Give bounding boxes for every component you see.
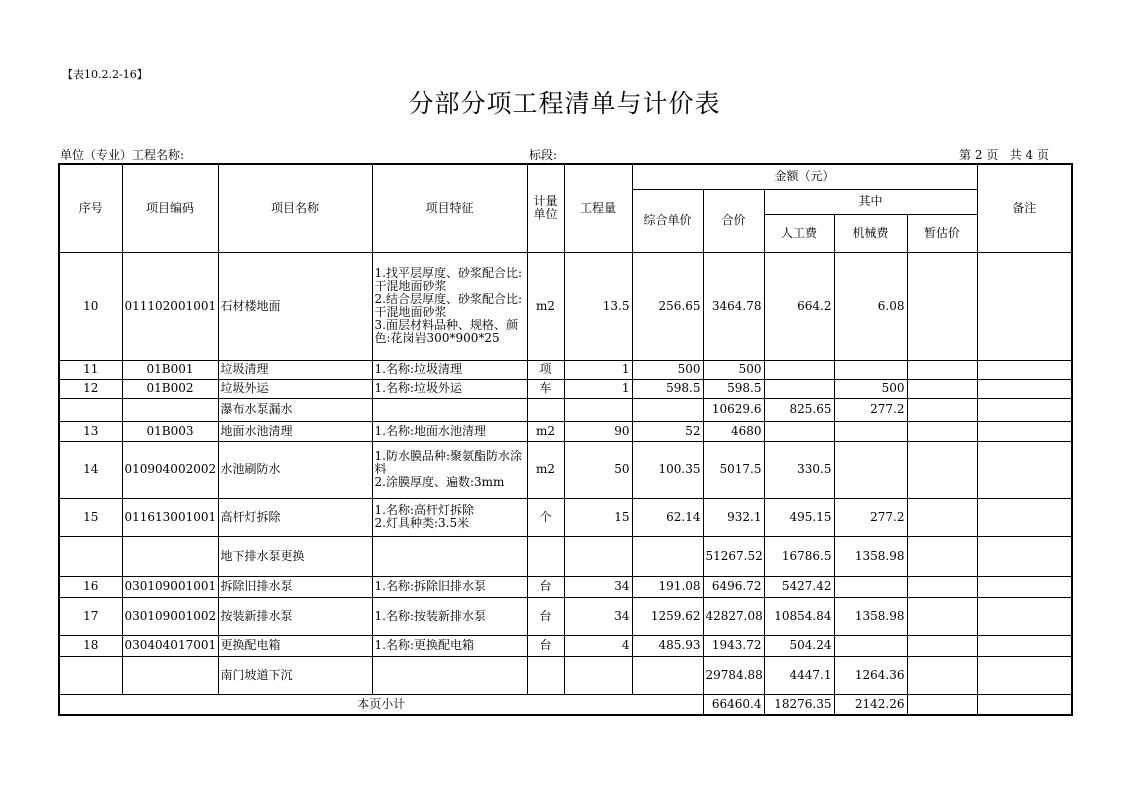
cell-unit: 台 [527,635,564,656]
cell-machine [834,360,907,379]
section-label: 标段: [529,148,558,162]
cell-qty: 13.5 [564,252,632,360]
subtotal-labor: 18276.35 [764,694,834,715]
cell-remark [977,379,1072,398]
cell-unit [527,536,564,576]
cell-unit-price [632,398,703,421]
cell-remark [977,635,1072,656]
cell-qty: 34 [564,576,632,597]
cell-estimate [907,379,977,398]
cell-unit [527,398,564,421]
cell-code: 030404017001 [122,635,218,656]
cell-unit-price: 52 [632,421,703,441]
cell-name: 地面水池清理 [218,421,372,441]
header-name: 项目名称 [218,164,372,252]
cell-qty [564,656,632,694]
cell-code: 01B002 [122,379,218,398]
table-row [59,635,1072,656]
cell-code: 01B001 [122,360,218,379]
cell-code [122,656,218,694]
cell-total: 4680 [703,421,764,441]
cell-name: 垃圾外运 [218,379,372,398]
cell-estimate [907,421,977,441]
cell-machine: 1358.98 [834,597,907,635]
cell-estimate [907,536,977,576]
cell-seq: 15 [59,498,122,536]
cell-seq [59,536,122,576]
cell-feature: 1.名称:垃圾外运 [372,379,527,398]
cell-estimate [907,576,977,597]
header-seq: 序号 [59,164,122,252]
cell-machine: 277.2 [834,398,907,421]
cell-name: 垃圾清理 [218,360,372,379]
cell-unit-price: 500 [632,360,703,379]
cell-seq: 12 [59,379,122,398]
cell-name: 水池刷防水 [218,441,372,498]
cell-code: 01B003 [122,421,218,441]
cell-qty: 34 [564,597,632,635]
cell-remark [977,498,1072,536]
cell-unit: 车 [527,379,564,398]
cell-feature: 1.防水膜品种:聚氨酯防水涂料 2.涂膜厚度、遍数:3mm [372,441,527,498]
cell-total: 5017.5 [703,441,764,498]
cell-qty: 4 [564,635,632,656]
cell-machine: 277.2 [834,498,907,536]
cell-code: 011102001001 [122,252,218,360]
header-labor: 人工费 [764,214,834,252]
cell-unit: m2 [527,441,564,498]
cell-machine: 1358.98 [834,536,907,576]
cell-estimate [907,398,977,421]
cell-unit [527,656,564,694]
cell-unit-price: 191.08 [632,576,703,597]
cell-feature [372,656,527,694]
table-row [59,421,1072,441]
cell-total: 29784.88 [703,656,764,694]
cell-unit: 项 [527,360,564,379]
cell-labor: 495.15 [764,498,834,536]
cell-remark [977,576,1072,597]
cell-total: 3464.78 [703,252,764,360]
cell-code: 010904002002 [122,441,218,498]
cell-unit: 台 [527,597,564,635]
cell-estimate [907,597,977,635]
cell-remark [977,597,1072,635]
cell-total: 500 [703,360,764,379]
subtotal-estimate [907,694,977,715]
cell-name: 按装新排水泵 [218,597,372,635]
page-info: 第 2 页 共 4 页 [959,148,1049,162]
subtotal-remark [977,694,1072,715]
subtotal-total: 66460.4 [703,694,764,715]
table-row [59,597,1072,635]
cell-labor: 16786.5 [764,536,834,576]
table-row [59,656,1072,694]
table-row [59,379,1072,398]
cell-qty: 15 [564,498,632,536]
cell-feature [372,536,527,576]
table-row [59,441,1072,498]
cell-feature: 1.名称:按装新排水泵 [372,597,527,635]
cell-unit: 台 [527,576,564,597]
cell-labor: 4447.1 [764,656,834,694]
header-total: 合价 [703,189,764,252]
cell-unit-price [632,536,703,576]
table-row [59,576,1072,597]
cell-estimate [907,656,977,694]
cell-machine [834,441,907,498]
subtotal-machine: 2142.26 [834,694,907,715]
table-row [59,252,1072,360]
cell-machine: 1264.36 [834,656,907,694]
cell-remark [977,398,1072,421]
header-feature: 项目特征 [372,164,527,252]
cell-qty: 1 [564,379,632,398]
cell-unit: m2 [527,421,564,441]
cell-unit-price: 256.65 [632,252,703,360]
cell-code [122,398,218,421]
cell-feature: 1.名称:地面水池清理 [372,421,527,441]
cell-unit-price: 100.35 [632,441,703,498]
cell-code: 030109001002 [122,597,218,635]
cell-qty [564,536,632,576]
cell-labor [764,379,834,398]
cell-feature: 1.名称:更换配电箱 [372,635,527,656]
table-row [59,360,1072,379]
header-qty: 工程量 [564,164,632,252]
cell-seq [59,656,122,694]
table-row [59,536,1072,576]
header-among: 其中 [764,189,977,214]
cell-code [122,536,218,576]
cell-estimate [907,498,977,536]
cell-labor: 664.2 [764,252,834,360]
cell-labor: 10854.84 [764,597,834,635]
subtotal-row [59,694,1072,715]
cell-seq: 10 [59,252,122,360]
cell-machine: 500 [834,379,907,398]
cell-machine [834,635,907,656]
cell-estimate [907,252,977,360]
pricing-table [58,163,1073,716]
cell-remark [977,536,1072,576]
cell-name: 拆除旧排水泵 [218,576,372,597]
cell-total: 6496.72 [703,576,764,597]
cell-total: 598.5 [703,379,764,398]
cell-seq: 16 [59,576,122,597]
cell-seq: 13 [59,421,122,441]
cell-machine [834,421,907,441]
cell-code: 030109001001 [122,576,218,597]
cell-feature: 1.名称:高杆灯拆除 2.灯具种类:3.5米 [372,498,527,536]
cell-qty [564,398,632,421]
subtotal-label: 本页小计 [59,694,703,715]
cell-estimate [907,441,977,498]
unit-project-label: 单位（专业）工程名称: [60,148,185,162]
cell-name: 高杆灯拆除 [218,498,372,536]
cell-total: 1943.72 [703,635,764,656]
cell-labor [764,360,834,379]
cell-labor: 5427.42 [764,576,834,597]
cell-code: 011613001001 [122,498,218,536]
cell-remark [977,656,1072,694]
table-row [59,398,1072,421]
cell-seq: 14 [59,441,122,498]
cell-unit-price: 485.93 [632,635,703,656]
cell-remark [977,360,1072,379]
header-estimate: 暂估价 [907,214,977,252]
header-unit-price: 综合单价 [632,189,703,252]
header-machine: 机械费 [834,214,907,252]
cell-seq: 11 [59,360,122,379]
cell-labor: 825.65 [764,398,834,421]
cell-seq: 17 [59,597,122,635]
cell-name: 更换配电箱 [218,635,372,656]
cell-feature: 1.名称:拆除旧排水泵 [372,576,527,597]
cell-labor [764,421,834,441]
cell-total: 932.1 [703,498,764,536]
cell-labor: 330.5 [764,441,834,498]
cell-estimate [907,635,977,656]
cell-qty: 50 [564,441,632,498]
cell-name: 地下排水泵更换 [218,536,372,576]
cell-unit-price: 1259.62 [632,597,703,635]
cell-name: 石材楼地面 [218,252,372,360]
cell-total: 51267.52 [703,536,764,576]
cell-unit-price [632,656,703,694]
cell-remark [977,252,1072,360]
cell-unit-price: 598.5 [632,379,703,398]
cell-feature [372,398,527,421]
header-unit: 计量 单位 [527,164,564,252]
cell-labor: 504.24 [764,635,834,656]
page-title: 分部分项工程清单与计价表 [408,89,721,118]
table-ref-label: 【表10.2.2-16】 [62,68,148,81]
cell-seq [59,398,122,421]
table-row [59,498,1072,536]
header-amount: 金额（元） [632,164,977,189]
cell-machine [834,576,907,597]
header-remark: 备注 [977,164,1072,252]
cell-total: 42827.08 [703,597,764,635]
cell-unit-price: 62.14 [632,498,703,536]
cell-remark [977,421,1072,441]
cell-name: 瀑布水泵漏水 [218,398,372,421]
cell-machine: 6.08 [834,252,907,360]
cell-name: 南门坡道下沉 [218,656,372,694]
cell-feature: 1.找平层厚度、砂浆配合比:干混地面砂浆 2.结合层厚度、砂浆配合比:干混地面砂浆 3.面层材料品种、规格、颜色:花岗岩300*900*25 [372,252,527,360]
cell-seq: 18 [59,635,122,656]
cell-qty: 90 [564,421,632,441]
cell-total: 10629.6 [703,398,764,421]
cell-qty: 1 [564,360,632,379]
cell-unit: m2 [527,252,564,360]
cell-unit: 个 [527,498,564,536]
cell-estimate [907,360,977,379]
header-code: 项目编码 [122,164,218,252]
cell-remark [977,441,1072,498]
cell-feature: 1.名称:垃圾清理 [372,360,527,379]
